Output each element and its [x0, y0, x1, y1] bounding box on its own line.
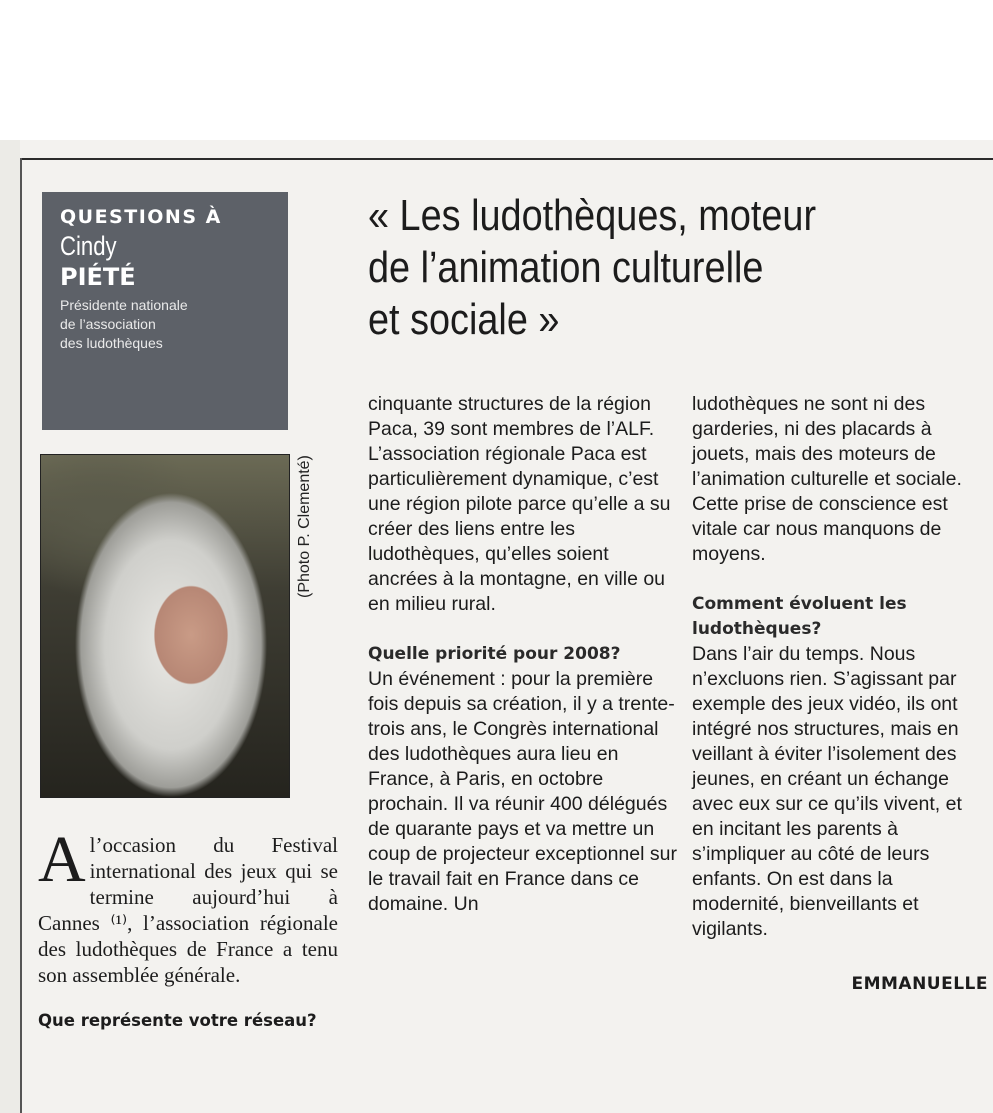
- portrait-photo: [40, 454, 290, 798]
- page-margin: [0, 140, 20, 1113]
- interview-question: Quelle priorité pour 2008?: [368, 644, 621, 664]
- role-line: de l’association: [60, 316, 156, 332]
- intro-text: [38, 823, 338, 988]
- paragraph: cinquante structures de la région Paca, 39 sont membres de l’ALF. L’association régionale Paca est particulièrement dynamique, c’est une région pilote parce qu’elle a su créer des liens entre les ludothèques, qu’elles soient ancrées à la montagne, en ville ou en milieu rural.: [368, 393, 671, 615]
- top-rule: [20, 158, 993, 160]
- photo-credit: (Photo P. Clementé): [296, 455, 313, 598]
- newspaper-clipping: [0, 140, 993, 1113]
- interviewee-role: [60, 296, 270, 353]
- questions-kicker: QUESTIONS À: [60, 206, 222, 228]
- headline-line: « Les ludothèques, moteur: [368, 191, 817, 240]
- interview-question: Comment évoluent les ludothèques?: [692, 594, 907, 639]
- interview-question: Que représente votre réseau?: [38, 1011, 317, 1030]
- questions-box: [42, 192, 288, 430]
- interviewee-last-name: PIÉTÉ: [60, 263, 136, 291]
- paragraph: ludothèques ne sont ni des garderies, ni des placards à jouets, mais des moteurs de l’animation culturelle et sociale. Cette prise de conscience est vitale car nous manquons de moyens.: [692, 393, 962, 565]
- paragraph: Un événement : pour la première fois depuis sa création, il y a trente-trois ans, le Congrès international des ludothèques aura lieu en France, à Paris, en octobre prochain. Il va réunir 400 délégués de quarante pays et va mettre un coup de projecteur exceptionnel sur le travail fait en France dans ce domaine. Un: [368, 668, 677, 915]
- article-headline: [368, 190, 968, 346]
- drop-cap: A: [38, 823, 86, 896]
- intro-paragraph: [38, 823, 338, 1032]
- intro-body: l’occasion du Festival international des jeux qui se termine aujourd’hui à Cannes ⁽¹⁾, l’association régionale des ludothèques de France a tenu son assemblée générale.: [38, 833, 338, 987]
- paragraph: Dans l’air du temps. Nous n’excluons rien. S’agissant par exemple des jeux vidéo, ils ont intégré nos structures, mais en veillant à éviter l’isolement des jeunes, en créant un échange avec eux sur ce qu’ils vivent, et en incitant les parents à s’impliquer au côté de leurs enfants. On est dans la modernité, bienveillants et vigilants.: [692, 643, 962, 940]
- headline-line: de l’animation culturelle: [368, 243, 764, 292]
- role-line: des ludothèques: [60, 335, 163, 351]
- left-rule: [20, 158, 22, 1113]
- article-column-middle: [368, 392, 680, 917]
- headline-line: et sociale »: [368, 295, 560, 344]
- role-line: Présidente nationale: [60, 297, 188, 313]
- interviewee-first-name: Cindy: [60, 231, 117, 261]
- author-byline: EMMANUELLE: [851, 974, 988, 994]
- article-column-right: [692, 392, 988, 997]
